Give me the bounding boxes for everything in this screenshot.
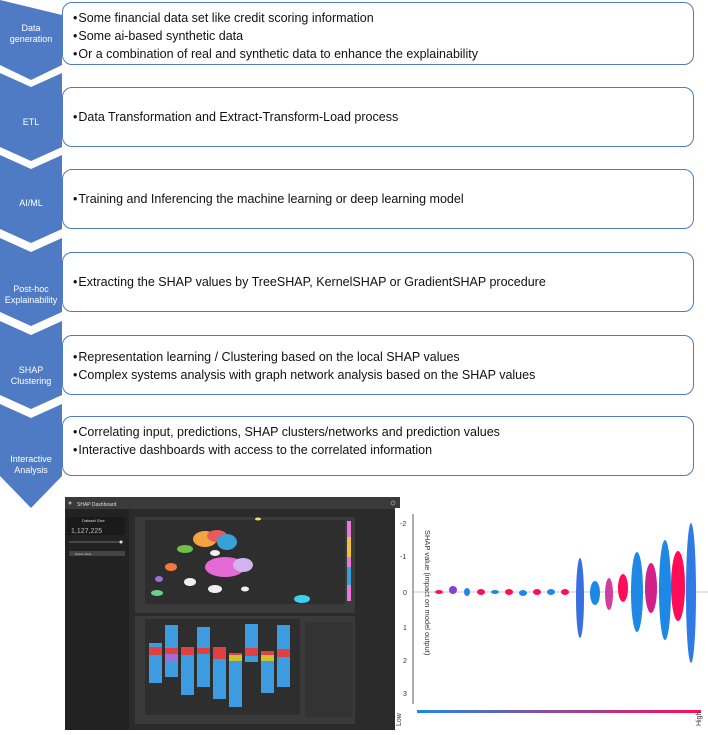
step-description-box [62,169,694,229]
dashboard-graphic [65,497,400,730]
shap-summary-plot [395,508,708,730]
tick-label: 0 [403,590,407,597]
bullet: • Complex systems analysis with graph network analysis based on the SHAP values [73,366,693,384]
step-post-hoc-explainability [0,238,708,326]
y-axis-label: SHAP value (impact on model output) [423,530,432,656]
high-label: High [696,711,703,726]
bullet: • Or a combination of real and synthetic data to enhance the explainability [73,45,693,63]
step-description-box [62,87,694,147]
step-label: SHAP Clustering [10,365,52,386]
tick-label: 1 [403,625,407,632]
low-label: Low [396,713,403,726]
bullet: • Data Transformation and Extract-Transform-Load process [73,108,693,126]
step-label: Data generation [9,23,53,44]
step-description-box [62,2,694,65]
shap-dashboard-screenshot [65,497,400,730]
panel-title: Dataset Size [82,518,105,523]
tick-label: 2 [403,658,407,665]
step-label: Interactive Analysis [10,454,52,475]
bullet: • Interactive dashboards with access to the correlated information [73,441,693,459]
step-ai-ml [0,155,708,243]
shap-violins [435,523,696,663]
chevron-shape [0,238,62,326]
step-shap-clustering [0,321,708,409]
bullet: • Some financial data set like credit scoring information [73,9,693,27]
step-label: AI/ML [19,198,43,208]
tick-label: -2 [400,521,407,528]
tick-label: -1 [400,554,407,561]
step-interactive-analysis [0,404,708,508]
panel-dropdown[interactable]: Select value [75,552,92,556]
color-scale-bar [417,710,701,713]
bullet: • Some ai-based synthetic data [73,27,693,45]
step-etl [0,73,708,161]
bullet: • Correlating input, predictions, SHAP clusters/networks and prediction values [73,423,693,441]
bullet: • Training and Inferencing the machine learning or deep learning model [73,190,693,208]
step-label: Post-hoc Explainability [4,284,58,305]
bullet: • Representation learning / Clustering based on the local SHAP values [73,348,693,366]
dashboard-title: SHAP Dashboard [77,502,117,508]
shap-plot-graphic [395,508,708,730]
bullet: • Extracting the SHAP values by TreeSHAP, KernelSHAP or GradientSHAP procedure [73,273,693,291]
panel-count: 1,127,225 [71,528,103,535]
tick-label: 3 [403,691,407,698]
step-description-box [62,335,694,395]
step-label: ETL [22,117,40,127]
step-data-generation [0,0,708,80]
step-description-box [62,416,694,476]
step-description-box [62,252,694,312]
